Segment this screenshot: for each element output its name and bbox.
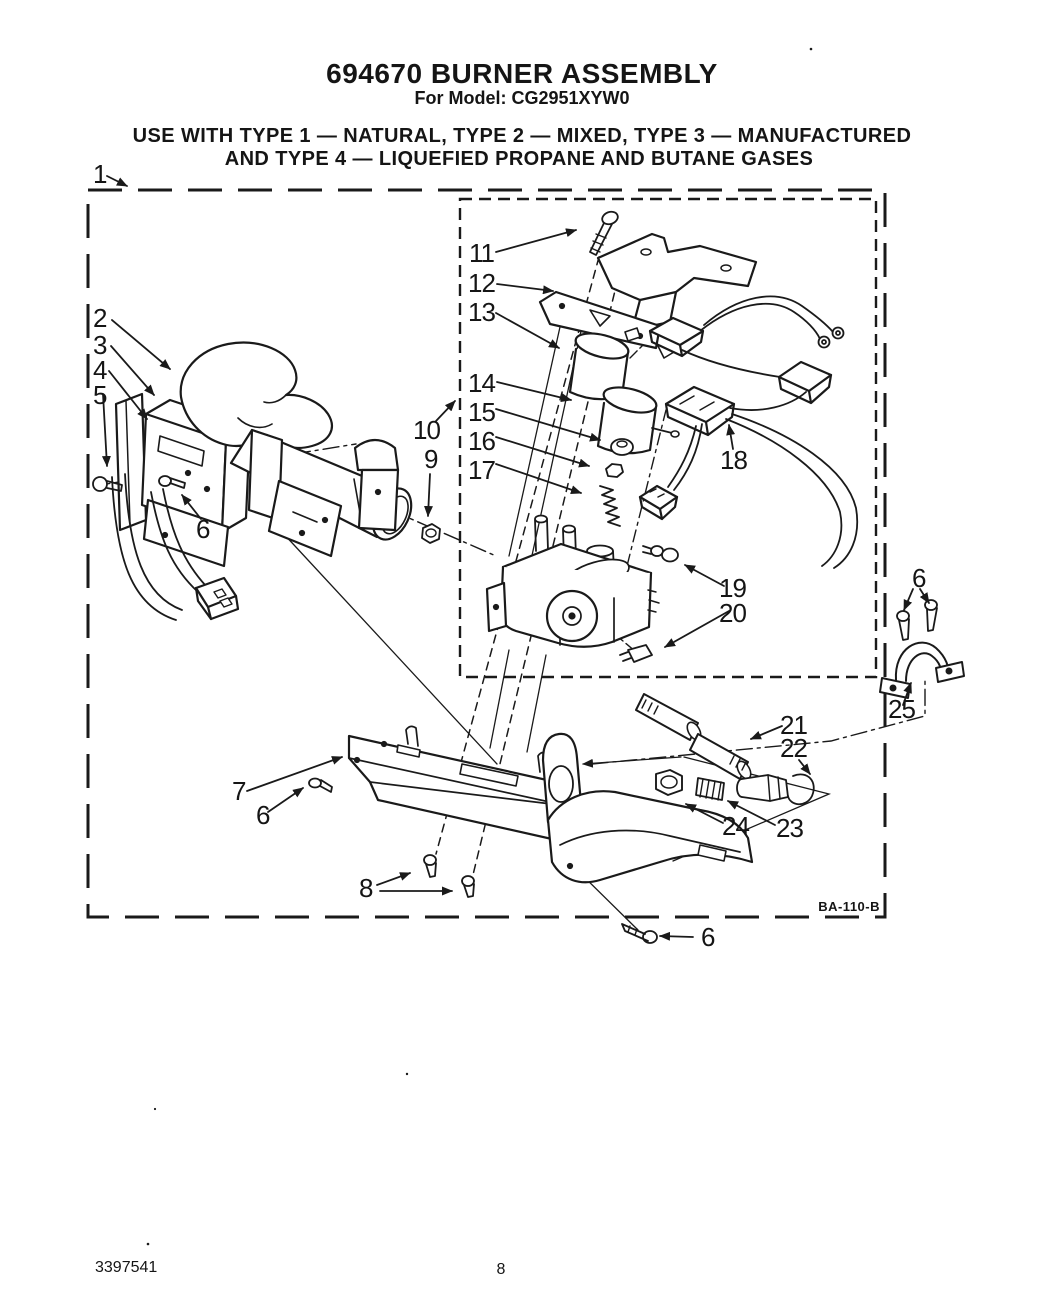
callout-label: 14	[468, 368, 495, 398]
leader-line	[496, 464, 581, 493]
callout-label: 24	[722, 811, 749, 841]
callout-label: 25	[888, 694, 915, 724]
part-spring-fitting-23	[696, 778, 724, 800]
leader-line	[111, 346, 154, 395]
callout-10	[413, 401, 455, 445]
callout-label: 7	[232, 776, 246, 806]
doc-number: 3397541	[95, 1259, 158, 1276]
callout-5	[93, 380, 107, 466]
part-screw-8b	[462, 876, 474, 897]
part-screw-8a	[424, 855, 436, 877]
part-gas-valve	[487, 516, 659, 647]
callout-label: 16	[468, 426, 495, 456]
callout-11	[469, 230, 576, 268]
callout-label: 6	[196, 514, 210, 544]
alignment-line	[527, 655, 546, 752]
detail-pointer	[583, 757, 681, 764]
callout-label: 2	[93, 303, 107, 333]
part-igniter-connector	[196, 578, 238, 619]
callout-label: 19	[719, 573, 746, 603]
callout-label: 11	[469, 238, 494, 268]
part-orifice-spud	[737, 774, 814, 804]
callout-label: 13	[468, 297, 495, 327]
leader-line	[496, 230, 576, 252]
part-disc-15	[611, 439, 633, 455]
callout-1	[93, 159, 127, 189]
scan-speckle	[154, 1108, 156, 1110]
part-fitting-20	[620, 645, 652, 662]
part-wire-harness	[668, 296, 857, 568]
part-harness-connector-c	[779, 362, 831, 403]
leader-line	[112, 320, 170, 369]
part-nut-24	[656, 770, 682, 795]
part-nut-16	[606, 464, 623, 477]
callout-6-bottom	[660, 922, 715, 952]
leader-line	[660, 936, 693, 937]
callout-label: 10	[413, 415, 440, 445]
scan-speckle	[147, 1243, 150, 1246]
leader-line	[107, 176, 127, 186]
title-block	[133, 58, 912, 170]
part-screw-6-top-right-b	[925, 600, 937, 631]
callout-label: 3	[93, 330, 107, 360]
leader-line	[377, 873, 410, 885]
callout-label: 22	[780, 733, 807, 763]
part-harness-connector-b	[666, 387, 734, 435]
callout-label: 12	[468, 268, 495, 298]
usage-line-2: AND TYPE 4 — LIQUEFIED PROPANE AND BUTANE GASES	[224, 148, 814, 170]
part-nut-9	[422, 524, 440, 543]
part-screw-6-lower-left	[309, 779, 332, 793]
usage-line-1: USE WITH TYPE 1 — NATURAL, TYPE 2 — MIXED, TYPE 3 — MANUFACTURED	[132, 125, 912, 147]
callout-label: 18	[720, 445, 747, 475]
leader-line	[497, 284, 553, 291]
callout-label: 20	[719, 598, 746, 628]
scan-speckle	[406, 1073, 408, 1075]
model-line: For Model: CG2951XYW0	[414, 88, 630, 108]
page-title: 694670 BURNER ASSEMBLY	[326, 58, 718, 89]
callout-label: 6	[912, 563, 926, 593]
clamp-leader-line	[592, 679, 925, 764]
callout-label: 6	[256, 800, 270, 830]
callout-14	[468, 368, 571, 400]
leader-line	[247, 757, 342, 791]
callout-18	[720, 425, 747, 475]
part-screw-6-top-right-a	[897, 611, 909, 640]
part-pipe-22	[690, 734, 754, 781]
callout-label: 9	[424, 444, 438, 474]
callout-label: 23	[776, 813, 803, 843]
callout-label: 5	[93, 380, 107, 410]
leader-line	[428, 474, 430, 516]
scan-speckle	[810, 48, 813, 51]
diagram-code: BA-110-B	[818, 899, 880, 914]
callout-20	[665, 598, 746, 647]
callout-label: 1	[93, 159, 107, 189]
callout-label: 6	[701, 922, 715, 952]
alignment-line	[490, 650, 509, 748]
part-spring-17	[600, 486, 620, 526]
callout-label: 15	[468, 397, 495, 427]
page-number: 8	[496, 1261, 506, 1278]
alignment-line	[282, 532, 497, 764]
callout-label: 8	[359, 873, 373, 903]
part-solenoid-coil-lower	[598, 383, 679, 453]
part-screw-11	[590, 210, 620, 255]
callout-12	[468, 268, 553, 298]
callout-6-lower-left	[256, 788, 303, 830]
part-igniter-back-plate	[116, 394, 146, 530]
leader-line	[496, 409, 600, 440]
part-pipe-21	[636, 694, 704, 742]
callout-label: 4	[93, 355, 107, 385]
callout-22	[780, 733, 810, 774]
callout-label: 17	[468, 455, 495, 485]
part-clamp-25	[880, 643, 964, 698]
callout-8	[359, 873, 452, 903]
callout-9	[424, 444, 438, 516]
callout-label: 21	[780, 710, 807, 740]
part-screw-6-bottom	[622, 924, 657, 943]
leader-line	[751, 726, 782, 739]
leader-line	[497, 382, 571, 400]
leader-line	[268, 788, 303, 812]
part-sensor-19	[643, 546, 678, 562]
